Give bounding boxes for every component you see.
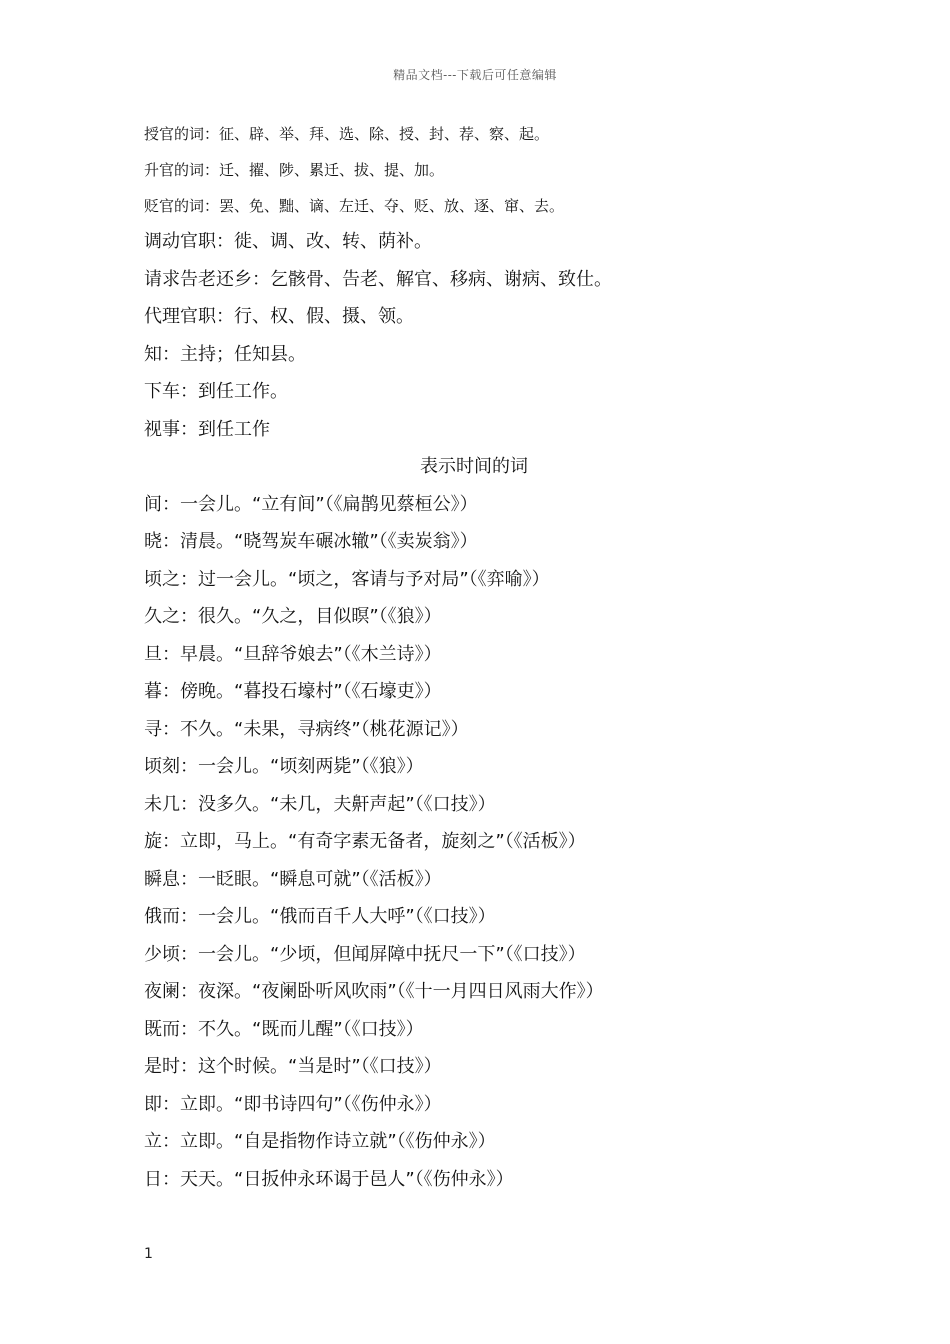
time-word-line: 暮：傍晚。“暮投石壕村”（《石壕吏》）	[144, 681, 442, 702]
section-heading: 表示时间的词	[420, 456, 528, 477]
text-line: 升官的词：迁、擢、陟、累迁、拔、提、加。	[144, 161, 445, 179]
time-word-line: 顷刻：一会儿。“顷刻两毙”（《狼》）	[144, 756, 424, 777]
text-line: 知：主持；任知县。	[144, 343, 306, 365]
text-line: 授官的词：征、辟、举、拜、选、除、授、封、荐、察、起。	[144, 125, 550, 143]
text-line: 贬官的词：罢、免、黜、谪、左迁、夺、贬、放、逐、窜、去。	[144, 197, 565, 215]
text-line: 视事：到任工作	[144, 418, 270, 440]
time-word-line: 立：立即。“自是指物作诗立就”（《伤仲永》）	[144, 1131, 496, 1152]
time-word-line: 俄而：一会儿。“俄而百千人大呼”（《口技》）	[144, 906, 496, 927]
time-word-line: 夜阑：夜深。“夜阑卧听风吹雨”（《十一月四日风雨大作》）	[144, 981, 604, 1002]
page-header: 精品文档---下载后可任意编辑	[393, 68, 557, 82]
time-word-line: 旦：早晨。“旦辞爷娘去”（《木兰诗》）	[144, 643, 442, 665]
text-line: 请求告老还乡：乞骸骨、告老、解官、移病、谢病、致仕。	[144, 268, 612, 290]
time-word-line: 既而：不久。“既而儿醒”（《口技》）	[144, 1018, 424, 1040]
time-word-line: 晓：清晨。“晓驾炭车碾冰辙”（《卖炭翁》）	[144, 531, 478, 552]
time-word-line: 少顷：一会儿。“少顷，但闻屏障中抚尺一下”（《口技》）	[144, 943, 586, 965]
time-word-line: 间：一会儿。“立有间”（《扁鹊见蔡桓公》）	[144, 493, 478, 515]
time-word-line: 旋：立即，马上。“有奇字素无备者，旋刻之”（《活板》）	[144, 831, 586, 852]
time-word-line: 顷之：过一会儿。“顷之，客请与予对局”（《弈喻》）	[144, 568, 550, 590]
text-line: 下车：到任工作。	[144, 381, 288, 402]
time-word-line: 是时：这个时候。“当是时”（《口技》）	[144, 1056, 442, 1077]
time-word-line: 未几：没多久。“未几，夫鼾声起”（《口技》）	[144, 793, 496, 815]
page-number: 1	[144, 1246, 153, 1262]
time-word-line: 即：立即。“即书诗四句”（《伤仲永》）	[144, 1093, 442, 1115]
text-line: 代理官职：行、权、假、摄、领。	[144, 306, 414, 327]
time-word-line: 日：天天。“日扳仲永环谒于邑人”（《伤仲永》）	[144, 1168, 514, 1190]
time-word-line: 寻：不久。“未果，寻病终”（桃花源记》）	[144, 718, 469, 740]
text-line: 调动官职：徙、调、改、转、荫补。	[144, 231, 432, 252]
document-body	[144, 124, 864, 1207]
time-word-line: 瞬息：一眨眼。“瞬息可就”（《活板》）	[144, 868, 442, 890]
time-word-line: 久之：很久。“久之，目似暝”（《狼》）	[144, 606, 442, 627]
